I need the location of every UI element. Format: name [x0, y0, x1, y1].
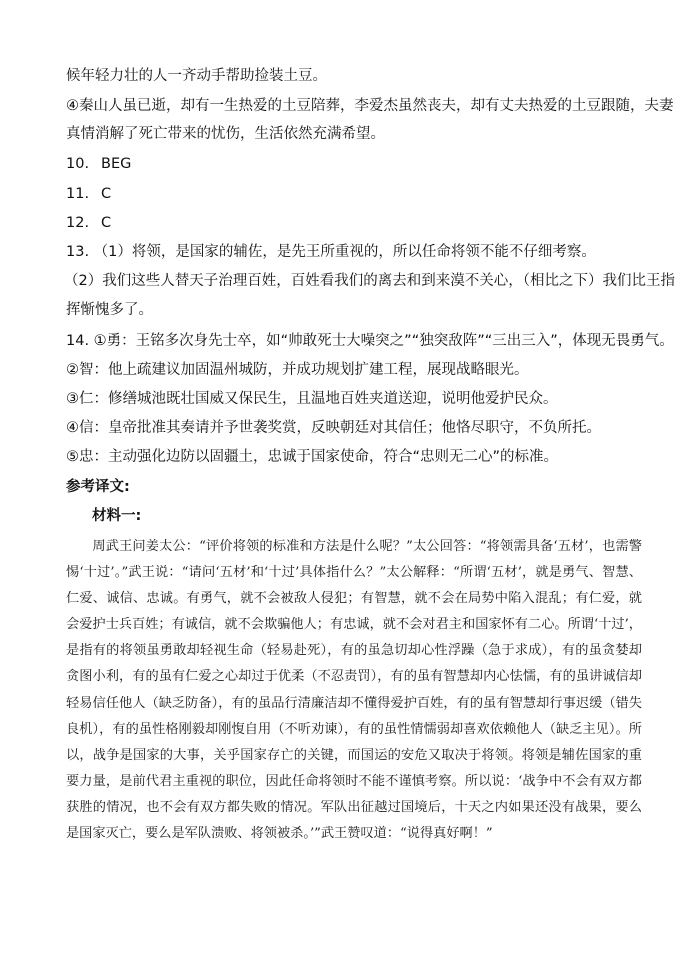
answer-carryover-line: 候年轻力壮的人一齐动手帮助捡装土豆。	[66, 68, 327, 84]
reference-translation-heading: 参考译文:	[66, 479, 130, 495]
material-one-label: 材料一:	[92, 508, 142, 524]
q14-line1: 14. ①勇：王铭多次身先士卒，如“帅敢死士大噪突之”“独突敌阵”“三出三入”，体现无畏勇气。	[66, 333, 674, 349]
q11-number: 11.	[66, 186, 90, 202]
q10-number: 10.	[66, 156, 90, 172]
q10-answer: BEG	[101, 156, 132, 172]
q14-line2: ②智：他上疏建议加固温州城防，并成功规划扩建工程，展现战略眼光。	[66, 362, 529, 378]
q13-line3: 挥惭愧多了。	[66, 302, 153, 318]
q13-line2: （2）我们这些人替天子治理百姓，百姓看我们的离去和到来漠不关心，（相比之下）我们比王指	[64, 273, 675, 289]
answer-item4-line2: 真情消解了死亡带来的忧伤，生活依然充满希望。	[66, 126, 385, 142]
q14-line4: ④信：皇帝批准其奏请并予世袭奖赏，反映朝廷对其信任；他恪尽职守，不负所托。	[66, 420, 601, 436]
q14-line3: ③仁：修缮城池既壮国威又保民生，且温地百姓夹道送迎，说明他爱护民众。	[66, 391, 558, 407]
answer-item4-line1: ④秦山人虽已逝，却有一生热爱的土豆陪葬，李爱杰虽然丧夫，却有丈夫热爱的土豆跟随，夫妻	[66, 98, 674, 114]
q12-answer: C	[101, 215, 112, 231]
q14-line5: ⑤忠：主动强化边防以固疆土，忠诚于国家使命，符合“忠则无二心”的标准。	[66, 449, 559, 465]
q11-answer: C	[101, 186, 112, 202]
translation-paragraph: 周武王问姜太公：“评价将领的标准和方法是什么呢？”太公回答：“将领需具备‘五材’，也需警惕‘十过’。”武王说：“请问‘五材’和‘十过’具体指什么？”太公解释：“所谓‘五材’，就是勇气、智慧、仁爱、诚信、忠诚。有勇气，就不会被敌人侵犯；有智慧，就不会在局势中陷入混乱；有仁爱，就会爱护士兵百姓；有诚信，就不会欺骗他人；有忠诚，就不会对君主和国家怀有二心。所谓‘十过’，是指有的将领虽勇敢却轻视生命（轻易赴死），有的虽急切却心性浮躁（急于求成），有的虽贪婪却贪图小利，有的虽有仁爱之心却过于优柔（不忍责罚），有的虽有智慧却内心怯懦，有的虽讲诚信却轻易信任他人（缺乏防备），有的虽品行清廉洁却不懂得爱护百姓，有的虽有智慧却行事迟缓（错失良机），有的虽性格刚毅却刚愎自用（不听劝谏），有的虽性情懦弱却喜欢依赖他人（缺乏主见）。所以，战争是国家的大事，关乎国家存亡的关键，而国运的安危又取决于将领。将领是辅佐国家的重要力量，是前代君主重视的职位，因此任命将领时不能不谨慎考察。所以说：‘战争中不会有双方都获胜的情况，也不会有双方都失败的情况。军队出征越过国境后，十天之内如果还没有战果，要么是国家灭亡，要么是军队溃败、将领被杀。’”武王赞叹道：“说得真好啊！”	[66, 539, 642, 842]
q13-line1: 13. （1）将领，是国家的辅佐，是先王所重视的，所以任命将领不能不仔细考察。	[66, 244, 596, 260]
q12-number: 12.	[66, 215, 90, 231]
translation-body	[66, 534, 642, 847]
